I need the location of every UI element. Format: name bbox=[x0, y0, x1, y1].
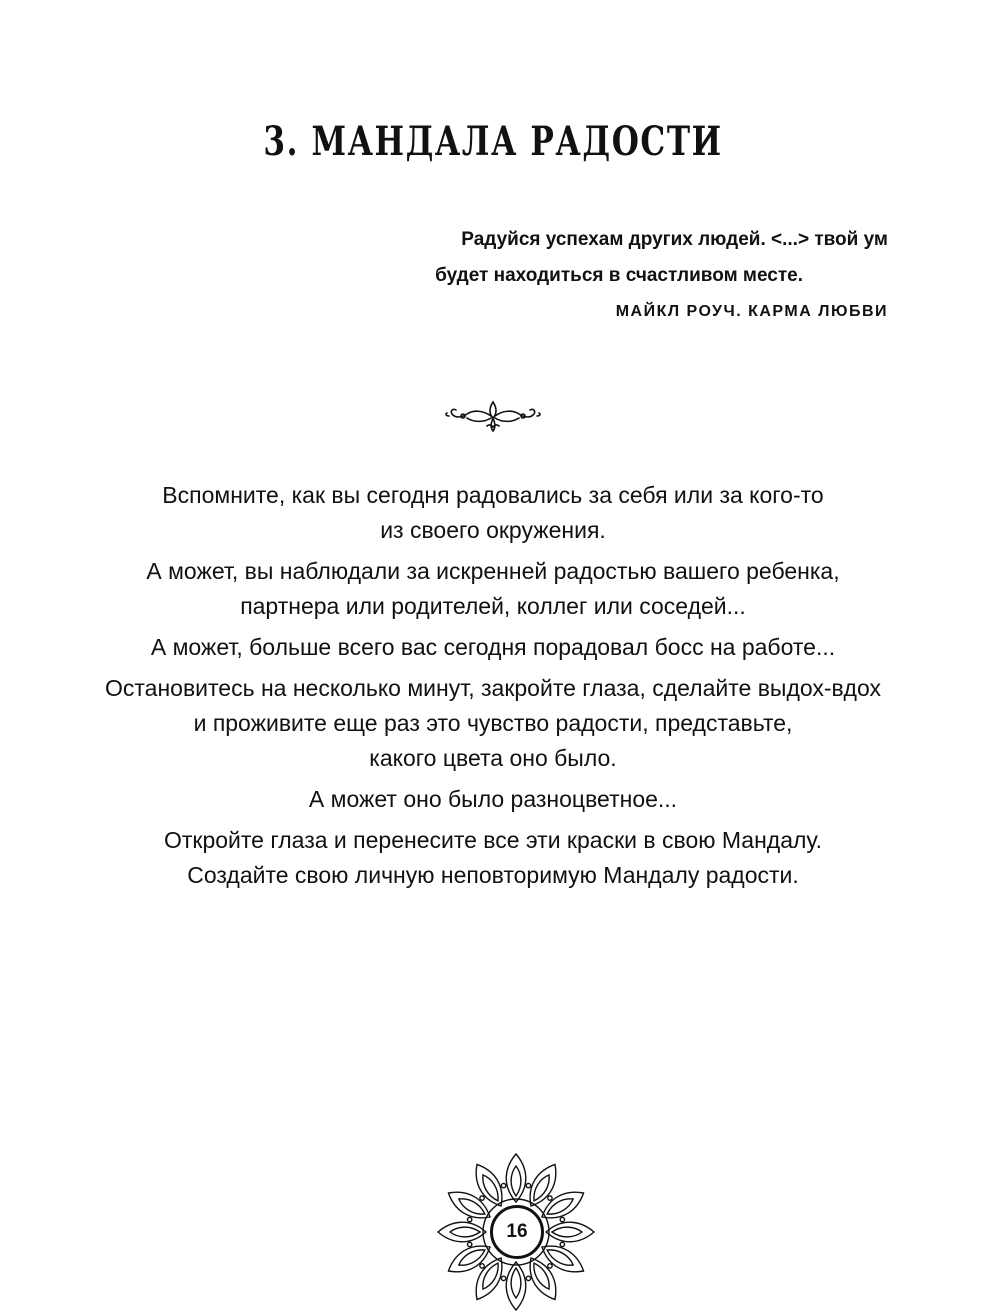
mandala-dot bbox=[526, 1276, 531, 1281]
mandala-dot bbox=[501, 1276, 506, 1281]
paragraph-3 bbox=[0, 630, 986, 665]
text-line: из своего окружения. bbox=[380, 517, 606, 543]
mandala-petal-inner bbox=[530, 1172, 553, 1203]
text-line: Откройте глаза и перенесите все эти краски в свою Мандалу. bbox=[163, 827, 823, 853]
body-text bbox=[0, 478, 986, 899]
text-line: А может оно было разноцветное... bbox=[308, 786, 678, 812]
paragraph-1 bbox=[0, 478, 986, 548]
text-line: Вспомните, как вы сегодня радовались за себя или за кого-то bbox=[162, 482, 824, 508]
page-number: 16 bbox=[490, 1205, 544, 1259]
chapter-title: 3. МАНДАЛА РАДОСТИ bbox=[263, 118, 723, 165]
paragraph-4 bbox=[0, 671, 986, 776]
text-line: А может, вы наблюдали за искренней радостью вашего ребенка, bbox=[146, 558, 840, 584]
mandala-dot bbox=[501, 1183, 506, 1188]
epigraph-line-2: будет находиться в счастливом месте. bbox=[435, 265, 803, 286]
mandala-petal-inner bbox=[456, 1246, 487, 1269]
mandala-dot bbox=[467, 1242, 472, 1247]
epigraph-line-1: Радуйся успехам других людей. <...> твой ум bbox=[461, 229, 888, 250]
mandala-dot bbox=[560, 1242, 565, 1247]
mandala-petal-inner bbox=[479, 1261, 502, 1292]
epigraph-author: МАЙКЛ РОУЧ. КАРМА ЛЮБВИ bbox=[615, 303, 888, 320]
mandala-dot bbox=[526, 1183, 531, 1188]
mandala-petal-inner bbox=[511, 1166, 521, 1196]
text-line: А может, больше всего вас сегодня порадовал босс на работе... bbox=[150, 634, 836, 660]
text-line: и проживите еще раз это чувство радости, представьте, bbox=[193, 710, 793, 736]
ornament-divider-icon bbox=[443, 396, 543, 436]
text-line: Создайте свою личную неповторимую Мандалу радости. bbox=[187, 862, 799, 888]
mandala-petal-inner bbox=[530, 1261, 553, 1292]
mandala-petal-inner bbox=[450, 1227, 480, 1237]
mandala-petal-inner bbox=[456, 1195, 487, 1218]
mandala-petal-inner bbox=[545, 1246, 576, 1269]
paragraph-6 bbox=[0, 823, 986, 893]
text-line: партнера или родителей, коллег или соседей... bbox=[240, 593, 746, 619]
mandala-dot bbox=[467, 1217, 472, 1222]
mandala-petal-inner bbox=[552, 1227, 582, 1237]
text-line: какого цвета оно было. bbox=[369, 745, 617, 771]
paragraph-5 bbox=[0, 782, 986, 817]
mandala-petal-inner bbox=[511, 1268, 521, 1298]
mandala-petal-inner bbox=[479, 1172, 502, 1203]
text-line: Остановитесь на несколько минут, закройте глаза, сделайте выдох-вдох bbox=[105, 675, 881, 701]
mandala-dot bbox=[560, 1217, 565, 1222]
epigraph bbox=[418, 222, 888, 326]
mandala-petal-inner bbox=[545, 1195, 576, 1218]
paragraph-2 bbox=[0, 554, 986, 624]
